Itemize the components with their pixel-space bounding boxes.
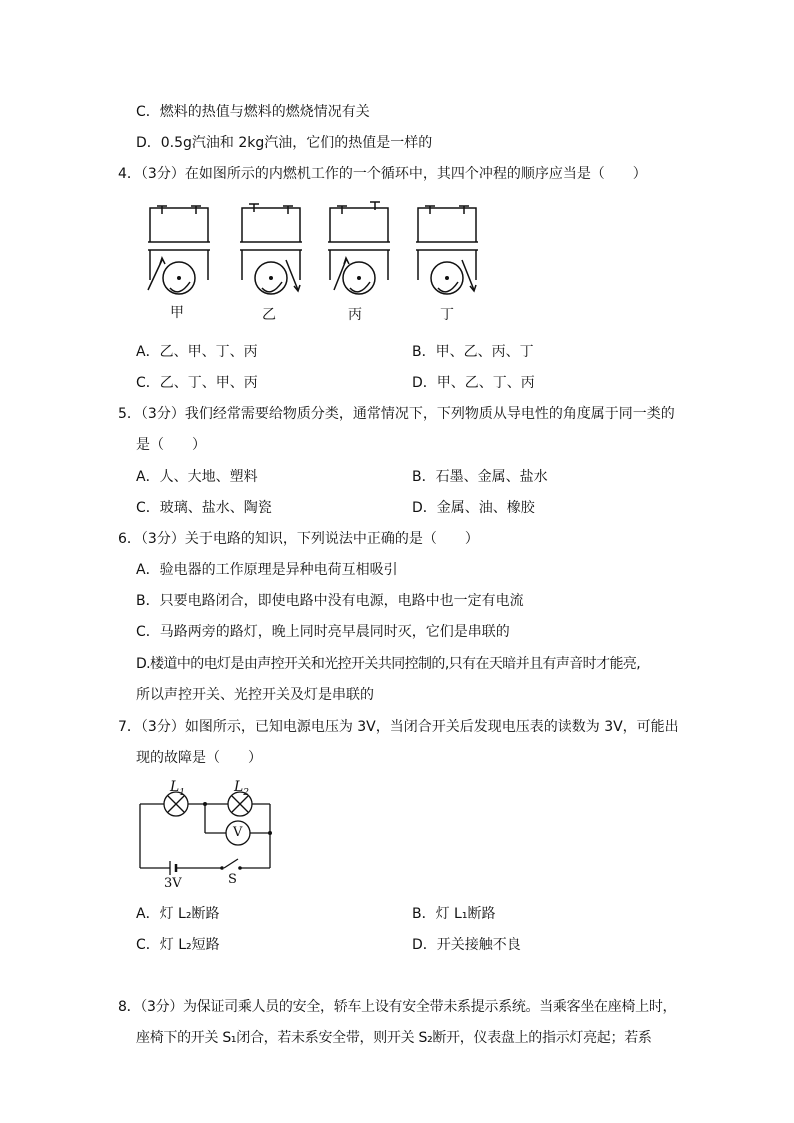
- voltmeter-label: V: [233, 825, 243, 840]
- q3-option-d: D．0.5g汽油和 2kg汽油，它们的热值是一样的: [136, 135, 433, 151]
- q5-stem-line2: 是（ ）: [136, 437, 206, 453]
- q7-option-a: A．灯 L₂断路: [136, 906, 220, 922]
- label-l2: $L_2$: [234, 779, 250, 798]
- q6-stem: 6．（3分）关于电路的知识，下列说法中正确的是（ ）: [118, 531, 479, 547]
- q8-stem-line2: 座椅下的开关 S₁闭合，若未系安全带，则开关 S₂断开，仪表盘上的指示灯亮起；若系: [136, 1030, 652, 1046]
- q6-option-d-line2: 所以声控开关、光控开关及灯是串联的: [136, 687, 374, 703]
- q4-option-c: C．乙、丁、甲、丙: [136, 375, 258, 391]
- q7-stem-line2: 现的故障是（ ）: [136, 750, 262, 766]
- q4-option-d: D．甲、乙、丁、丙: [412, 375, 535, 391]
- q6-option-a: A．验电器的工作原理是异种电荷互相吸引: [136, 562, 398, 578]
- q5-stem-line1: 5．（3分）我们经常需要给物质分类，通常情况下，下列物质从导电性的角度属于同一类的: [118, 406, 675, 422]
- engine-jia: [148, 206, 210, 294]
- q7-option-d: D．开关接触不良: [412, 937, 521, 953]
- label-l1: $L_1$: [170, 779, 186, 798]
- switch-label: S: [228, 872, 237, 887]
- q7-stem-line1: 7．（3分）如图所示，已知电源电压为 3V，当闭合开关后发现电压表的读数为 3V，可能出: [118, 719, 679, 735]
- source-label: 3V: [164, 876, 182, 891]
- q5-option-d: D．金属、油、橡胶: [412, 500, 535, 516]
- q7-option-b: B．灯 L₁断路: [412, 906, 496, 922]
- q4-stem: 4．（3分）在如图所示的内燃机工作的一个循环中，其四个冲程的顺序应当是（ ）: [118, 166, 647, 182]
- q5-option-b: B．石墨、金属、盐水: [412, 469, 548, 485]
- engine-yi: [240, 204, 302, 294]
- q4-option-a: A．乙、甲、丁、丙: [136, 344, 258, 360]
- q8-stem-line1: 8．（3分）为保证司乘人员的安全，轿车上设有安全带未系提示系统。当乘客坐在座椅上时，: [118, 999, 677, 1015]
- q5-option-c: C．玻璃、盐水、陶瓷: [136, 500, 272, 516]
- q5-option-a: A．人、大地、塑料: [136, 469, 258, 485]
- engine-label-ding: 丁: [440, 307, 454, 323]
- q6-option-c: C．马路两旁的路灯，晚上同时亮早晨同时灭，它们是串联的: [136, 624, 510, 640]
- engine-label-yi: 乙: [262, 307, 276, 323]
- q7-option-c: C．灯 L₂短路: [136, 937, 220, 953]
- engine-bing: [328, 202, 390, 294]
- q3-option-c: C．燃料的热值与燃料的燃烧情况有关: [136, 104, 370, 120]
- engine-label-jia: 甲: [170, 305, 184, 321]
- q6-option-b: B．只要电路闭合，即使电路中没有电源，电路中也一定有电流: [136, 593, 524, 609]
- engine-ding: [416, 206, 478, 294]
- engine-label-bing: 丙: [348, 307, 362, 323]
- q4-option-b: B．甲、乙、丙、丁: [412, 344, 534, 360]
- q6-option-d-line1: D.楼道中的电灯是由声控开关和光控开关共同控制的,只有在天暗并且有声音时才能亮,: [136, 656, 641, 672]
